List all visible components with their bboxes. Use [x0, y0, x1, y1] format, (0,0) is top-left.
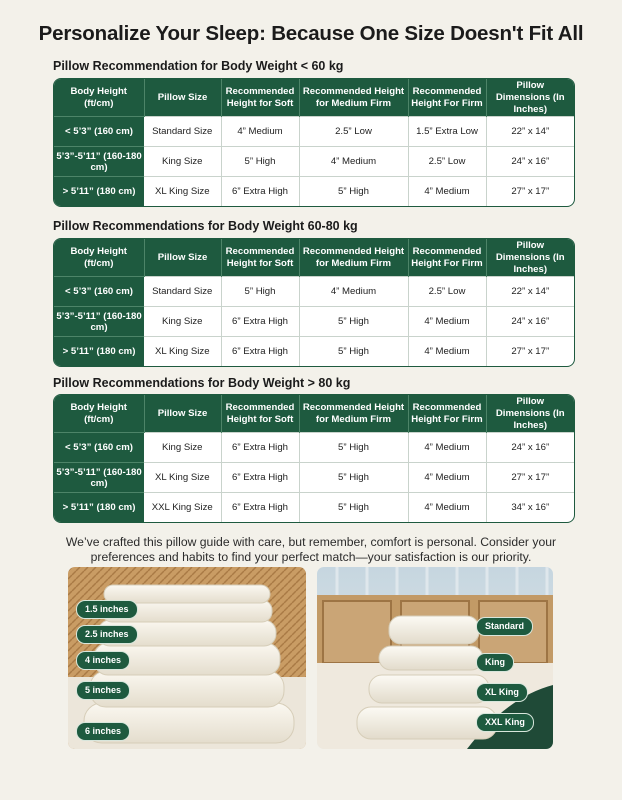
tag-6-inches: 6 inches: [76, 722, 130, 741]
table-row: [54, 463, 574, 493]
row-body-height: 5’3”-5’11” (160-180 cm): [54, 307, 144, 337]
tag-xl-king: XL King: [476, 683, 528, 702]
header-pillow-size: Pillow Size: [144, 395, 221, 433]
row-body-height: < 5’3” (160 cm): [54, 433, 144, 463]
header-soft: Recommended Height for Soft: [221, 79, 299, 117]
cell-soft: 5” High: [221, 277, 299, 307]
header-soft: Recommended Height for Soft: [221, 239, 299, 277]
page-title: Personalize Your Sleep: Because One Size Doesn't Fit All: [38, 22, 584, 45]
header-medium-firm: Recommended Height for Medium Firm: [299, 79, 408, 117]
table-3-title: Pillow Recommendations for Body Weight > 80 kg: [53, 376, 351, 390]
cell-pillow-size: Standard Size: [144, 117, 221, 147]
cell-dimensions: 24” x 16”: [486, 433, 574, 463]
cell-medium-firm: 5” High: [299, 433, 408, 463]
table-2-title: Pillow Recommendations for Body Weight 60-80 kg: [53, 219, 358, 233]
table-1-title: Pillow Recommendation for Body Weight < 60 kg: [53, 59, 344, 73]
cell-firm: 4” Medium: [408, 463, 486, 493]
pillow-table-60-80kg: [53, 238, 575, 367]
cell-firm: 4” Medium: [408, 493, 486, 523]
cell-firm: 2.5” Low: [408, 277, 486, 307]
pillows-on-bed-photo: [317, 567, 553, 749]
cell-dimensions: 27” x 17”: [486, 177, 574, 207]
cell-pillow-size: King Size: [144, 147, 221, 177]
row-body-height: < 5’3” (160 cm): [54, 277, 144, 307]
cell-medium-firm: 5” High: [299, 337, 408, 367]
table-row: [54, 433, 574, 463]
cell-pillow-size: Standard Size: [144, 277, 221, 307]
table-row: [54, 307, 574, 337]
cell-medium-firm: 4” Medium: [299, 277, 408, 307]
header-pillow-size: Pillow Size: [144, 239, 221, 277]
cell-pillow-size: XL King Size: [144, 463, 221, 493]
cell-dimensions: 24” x 16”: [486, 147, 574, 177]
cell-medium-firm: 2.5” Low: [299, 117, 408, 147]
cell-soft: 6” Extra High: [221, 307, 299, 337]
tag-2-5-inches: 2.5 inches: [76, 625, 138, 644]
header-body-height: Body Height (ft/cm): [54, 239, 144, 277]
table-row: [54, 177, 574, 207]
cell-dimensions: 27” x 17”: [486, 337, 574, 367]
row-body-height: > 5’11” (180 cm): [54, 493, 144, 523]
cell-dimensions: 22” x 14”: [486, 117, 574, 147]
cell-soft: 6” Extra High: [221, 463, 299, 493]
cell-dimensions: 34” x 16”: [486, 493, 574, 523]
tag-standard: Standard: [476, 617, 533, 636]
cell-pillow-size: King Size: [144, 433, 221, 463]
cell-soft: 6” Extra High: [221, 493, 299, 523]
header-dimensions: Pillow Dimensions (In Inches): [486, 79, 574, 117]
cell-firm: 4” Medium: [408, 433, 486, 463]
header-firm: Recommended Height For Firm: [408, 395, 486, 433]
cell-medium-firm: 5” High: [299, 463, 408, 493]
header-firm: Recommended Height For Firm: [408, 79, 486, 117]
table-row: [54, 277, 574, 307]
row-body-height: 5’3”-5’11” (160-180 cm): [54, 147, 144, 177]
tag-1-5-inches: 1.5 inches: [76, 600, 138, 619]
header-medium-firm: Recommended Height for Medium Firm: [299, 239, 408, 277]
cell-dimensions: 27” x 17”: [486, 463, 574, 493]
cell-pillow-size: King Size: [144, 307, 221, 337]
cell-firm: 4” Medium: [408, 307, 486, 337]
cell-dimensions: 22” x 14”: [486, 277, 574, 307]
stacked-pillows-photo: [68, 567, 306, 749]
cell-firm: 1.5” Extra Low: [408, 117, 486, 147]
header-pillow-size: Pillow Size: [144, 79, 221, 117]
pillow-table-under-60kg: [53, 78, 575, 207]
cell-soft: 6” Extra High: [221, 433, 299, 463]
tag-xxl-king: XXL King: [476, 713, 534, 732]
cell-pillow-size: XL King Size: [144, 337, 221, 367]
row-body-height: > 5’11” (180 cm): [54, 177, 144, 207]
header-body-height: Body Height (ft/cm): [54, 79, 144, 117]
cell-soft: 6” Extra High: [221, 337, 299, 367]
cell-firm: 2.5” Low: [408, 147, 486, 177]
table-row: [54, 117, 574, 147]
table-row: [54, 147, 574, 177]
row-body-height: > 5’11” (180 cm): [54, 337, 144, 367]
cell-soft: 5” High: [221, 147, 299, 177]
cell-pillow-size: XL King Size: [144, 177, 221, 207]
header-firm: Recommended Height For Firm: [408, 239, 486, 277]
row-body-height: < 5’3” (160 cm): [54, 117, 144, 147]
pillow-guide-caption: We’ve crafted this pillow guide with care, but remember, comfort is personal. Consider your preferences and habits to find your perfect match—your satisfaction is our priority.: [65, 535, 557, 564]
tag-5-inches: 5 inches: [76, 681, 130, 700]
cell-soft: 4” Medium: [221, 117, 299, 147]
cell-firm: 4” Medium: [408, 337, 486, 367]
row-body-height: 5’3”-5’11” (160-180 cm): [54, 463, 144, 493]
table-row: [54, 493, 574, 523]
cell-medium-firm: 5” High: [299, 307, 408, 337]
cell-medium-firm: 5” High: [299, 493, 408, 523]
pillow-table-over-80kg: [53, 394, 575, 523]
cell-medium-firm: 4” Medium: [299, 147, 408, 177]
cell-dimensions: 24” x 16”: [486, 307, 574, 337]
cell-firm: 4” Medium: [408, 177, 486, 207]
cell-soft: 6” Extra High: [221, 177, 299, 207]
cell-medium-firm: 5” High: [299, 177, 408, 207]
header-body-height: Body Height (ft/cm): [54, 395, 144, 433]
tag-4-inches: 4 inches: [76, 651, 130, 670]
cell-pillow-size: XXL King Size: [144, 493, 221, 523]
header-soft: Recommended Height for Soft: [221, 395, 299, 433]
table-row: [54, 337, 574, 367]
header-dimensions: Pillow Dimensions (In Inches): [486, 239, 574, 277]
header-dimensions: Pillow Dimensions (In Inches): [486, 395, 574, 433]
header-medium-firm: Recommended Height for Medium Firm: [299, 395, 408, 433]
tag-king: King: [476, 653, 514, 672]
